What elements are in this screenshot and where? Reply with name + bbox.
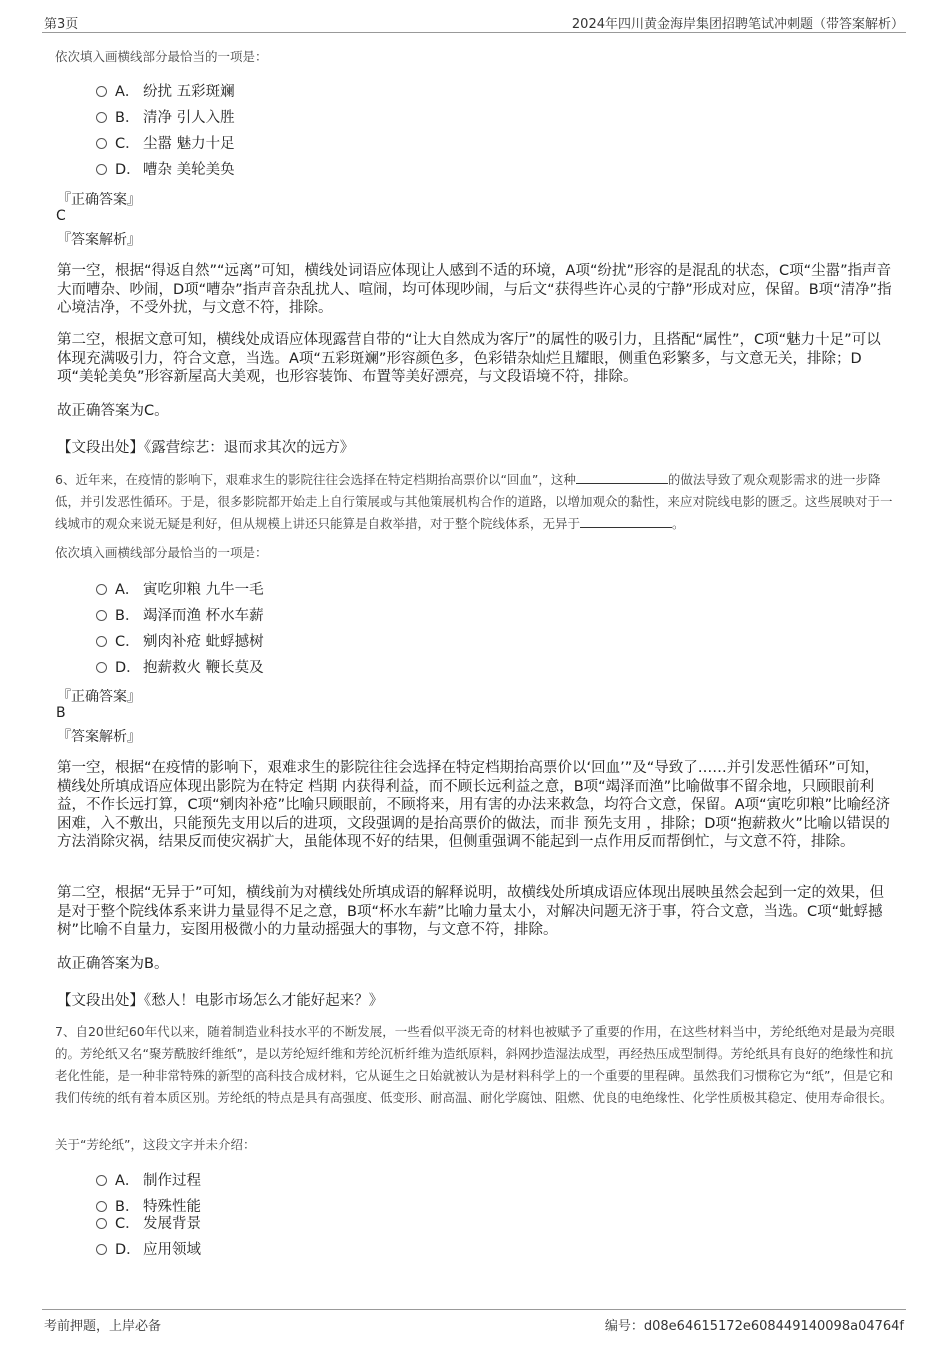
document-title: 2024年四川黄金海岸集团招聘笔试冲刺题（带答案解析） [571,17,904,32]
radio-icon[interactable] [96,1244,107,1255]
q7-prompt: 关于“芳纶纸”，这段文字并未介绍： [55,1137,256,1152]
q7-option-a[interactable]: A． 制作过程 [96,1171,201,1191]
radio-icon[interactable] [96,1218,107,1229]
page-number: 第3页 [44,17,79,32]
radio-icon[interactable] [96,584,107,595]
q7-option-c[interactable]: C． 发展背景 [96,1214,201,1234]
q5-prompt: 依次填入画横线部分最恰当的一项是： [55,49,268,64]
q5-option-d[interactable]: D． 嘈杂 美轮美奂 [96,160,235,180]
radio-icon[interactable] [96,636,107,647]
q5-source: 【文段出处】《露营综艺：退而求其次的远方》 [57,440,355,456]
q6-option-a[interactable]: A． 寅吃卯粮 九牛一毛 [96,580,264,600]
radio-icon[interactable] [96,112,107,123]
radio-icon[interactable] [96,610,107,621]
q5-option-b[interactable]: B． 清净 引人入胜 [96,108,235,128]
q6-answer-title: 『正确答案』 [57,689,141,705]
q7-option-b[interactable]: B． 特殊性能 [96,1197,201,1217]
radio-icon[interactable] [96,86,107,97]
page-header [42,10,906,33]
q5-analysis-para2: 第二空，根据文意可知，横线处成语应体现露营自带的“让大自然成为客厅”的属性的吸引力，且搭配“属性”，C项“魅力十足”可以体现充满吸引力，符合文意，当选。A项“五彩斑斓”形容颜色多，色彩错杂灿烂且耀眼，侧重色彩繁多，与文意无关，排除；D项“美轮美奂”形容新屋高大美观，也形容装饰、布置等美好漂亮，与文段语境不符，排除。 [57,332,881,385]
fill-blank-1 [576,471,668,484]
radio-icon[interactable] [96,1201,107,1212]
q6-analysis-para1: 第一空，根据“在疫情的影响下，艰难求生的影院往往会选择在特定档期抬高票价以‘回血’”及“导致了……并引发恶性循环”可知，横线处所填成语应体现出影院为在特定 档期 内获得利益，而不顾长远利益之意，B项“竭泽而渔”比喻做事不留余地，只顾眼前利益，不作长远打算，C项“剜肉补疮”比喻只顾眼前，不顾将来，用有害的办法来救急，均符合文意，保留。A项“寅吃卯粮”比喻经济困难，入不敷出，只能预先支用以后的进项，文段强调的是抬高票价的做法，而非 预先支用 ，排除；D项“抱薪救火”比喻以错误的方法消除灾祸，结果反而使灾祸扩大，虽能体现不好的结果，但侧重强调不能起到一点作用反而帮倒忙，与文意不符，排除。 [57,760,891,850]
q5-option-c[interactable]: C． 尘嚣 魅力十足 [96,134,235,154]
radio-icon[interactable] [96,662,107,673]
footer-serial: 编号：d08e64615172e608449140098a04764f [604,1319,904,1334]
radio-icon[interactable] [96,1175,107,1186]
q7-stem: 7、自20世纪60年代以来，随着制造业科技水平的不断发展，一些看似平淡无奇的材料也被赋予了重要的作用，在这些材料当中，芳纶纸绝对是最为亮眼的。芳纶纸又名“聚芳酰胺纤维纸”，是以芳纶短纤维和芳纶沉析纤维为造纸原料，斜网抄造湿法成型，再经热压成型制得。芳纶纸具有良好的绝缘性和抗老化性能，是一种非常特殊的新型的高科技合成材料，它从诞生之日始就被认为是材料科学上的一个重要的里程碑。虽然我们习惯称它为“纸”，但是它和我们传统的纸有着本质区别。芳纶纸的特点是具有高强度、低变形、耐高温、耐化学腐蚀、阻燃、优良的电绝缘性、化学性质极其稳定、使用寿命很长。 [55,1024,895,1105]
q6-analysis-title: 『答案解析』 [57,729,141,745]
fill-blank-2 [580,515,672,528]
q5-option-a[interactable]: A． 纷扰 五彩斑斓 [96,82,235,102]
q6-stem: 6、近年来，在疫情的影响下，艰难求生的影院往往会选择在特定档期抬高票价以“回血”，这种 的做法导致了观众观影需求的进一步降低，并引发恶性循环。于是，很多影院都开始走上自行策展或与其他策展机构合作的道路，以增加观众的黏性，来应对院线电影的匮乏。这些展映对于一线城市的观众来说无疑是利好，但从规模上讲还只能算是自救举措，对于整个院线体系，无异于 。 [55,472,893,531]
q7-option-d[interactable]: D． 应用领域 [96,1240,201,1260]
q6-prompt: 依次填入画横线部分最恰当的一项是： [55,545,268,560]
q6-conclusion: 故正确答案为B。 [57,956,169,972]
q5-analysis-title: 『答案解析』 [57,232,141,248]
q6-option-b[interactable]: B． 竭泽而渔 杯水车薪 [96,606,264,626]
q6-option-d[interactable]: D． 抱薪救火 鞭长莫及 [96,658,264,678]
q6-source: 【文段出处】《愁人！电影市场怎么才能好起来？》 [57,993,384,1009]
q6-analysis-para2: 第二空，根据“无异于”可知，横线前为对横线处所填成语的解释说明，故横线处所填成语应体现出展映虽然会起到一定的效果，但是对于整个院线体系来讲力量显得不足之意，B项“杯水车薪”比喻力量太小，对解决问题无济于事，符合文意，当选。C项“蚍蜉撼树”比喻不自量力，妄图用极微小的力量动摇强大的事物，与文意不符，排除。 [57,885,885,938]
q5-answer-title: 『正确答案』 [57,192,141,208]
q6-answer: B [56,705,66,721]
q5-answer: C [56,208,66,224]
q5-analysis-para1: 第一空，根据“得返自然”“远离”可知，横线处词语应体现让人感到不适的环境，A项“纷扰”形容的是混乱的状态，C项“尘嚣”指声音大而嘈杂、吵闹，D项“嘈杂”指声音杂乱扰人、喧闹，均可体现吵闹，与后文“获得些许心灵的宁静”形成对应，保留。B项“清净”指心境洁净，不受外扰，与文意不符，排除。 [57,263,892,316]
radio-icon[interactable] [96,138,107,149]
footer-slogan: 考前押题，上岸必备 [44,1319,162,1334]
radio-icon[interactable] [96,164,107,175]
q6-option-c[interactable]: C． 剜肉补疮 蚍蜉撼树 [96,632,264,652]
q5-conclusion: 故正确答案为C。 [57,403,169,419]
page-footer [42,1309,906,1334]
